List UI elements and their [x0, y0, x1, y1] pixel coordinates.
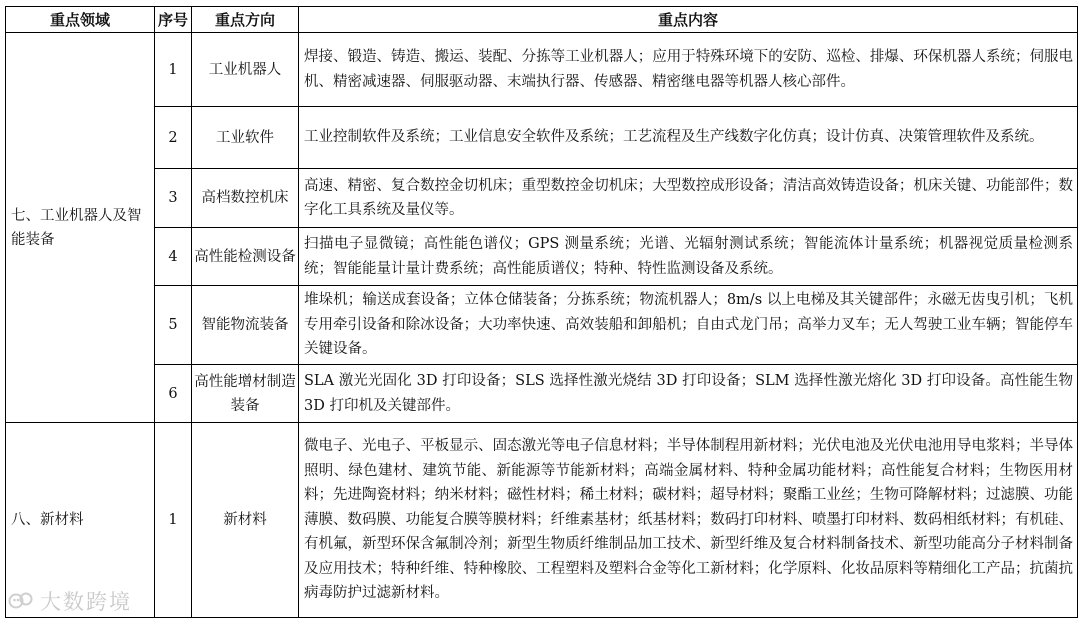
- header-direction: 重点方向: [192, 7, 299, 33]
- table-row: [6, 423, 1078, 618]
- document: [5, 6, 1077, 618]
- key-areas-table: [5, 6, 1078, 618]
- table-row: [6, 107, 1078, 169]
- field-cell-new-materials: 八、新材料: [6, 423, 155, 618]
- row-number: 1: [155, 33, 192, 107]
- bubble-logo-icon: [8, 591, 34, 611]
- row-number: 2: [155, 107, 192, 169]
- direction-cell: 高档数控机床: [192, 169, 299, 228]
- row-number: 4: [155, 228, 192, 286]
- content-cell: SLA 激光光固化 3D 打印设备；SLS 选择性激光烧结 3D 打印设备；SLM 选择性激光熔化 3D 打印设备。高性能生物 3D 打印机及关键部件。: [299, 365, 1078, 423]
- direction-cell: 工业机器人: [192, 33, 299, 107]
- field-cell-industrial-robots: 七、工业机器人及智能装备: [6, 33, 155, 423]
- content-cell: 堆垛机；输送成套设备；立体仓储装备；分拣系统；物流机器人；8m/s 以上电梯及其关键部件；永磁无齿曳引机；飞机专用牵引设备和除冰设备；大功率快速、高效装船和卸船机；自由式龙门吊；高举力叉车；无人驾驶工业车辆；智能停车关键设备。: [299, 286, 1078, 365]
- table-row: [6, 365, 1078, 423]
- direction-cell: 高性能检测设备: [192, 228, 299, 286]
- direction-cell: 工业软件: [192, 107, 299, 169]
- direction-cell: 智能物流装备: [192, 286, 299, 365]
- direction-cell: 新材料: [192, 423, 299, 618]
- row-number: 1: [155, 423, 192, 618]
- content-cell: 微电子、光电子、平板显示、固态激光等电子信息材料；半导体制程用新材料；光伏电池及光伏电池用导电浆料；半导体照明、绿色建材、建筑节能、新能源等节能新材料；高端金属材料、特种金属功能材料；高性能复合材料；生物医用材料；先进陶瓷材料；纳米材料；磁性材料；稀土材料；碳材料；超导材料；聚酯工业丝；生物可降解材料；过滤膜、功能薄膜、数码膜、功能复合膜等膜材料；纤维素基材；纸基材料；数码打印材料、喷墨打印材料、数码相纸材料；有机硅、有机氟，新型环保含氟制冷剂；新型生物质纤维制品加工技术、新型纤维及复合材料制备技术、新型功能高分子材料制备及应用技术；特种纤维、特种橡胶、工程塑料及塑料合金等化工新材料；化学原料、化妆品原料等精细化工产品；抗菌抗病毒防护过滤新材料。: [299, 423, 1078, 618]
- row-number: 5: [155, 286, 192, 365]
- row-number: 3: [155, 169, 192, 228]
- content-cell: 高速、精密、复合数控金切机床；重型数控金切机床；大型数控成形设备；清洁高效铸造设备；机床关键、功能部件；数字化工具系统及量仪等。: [299, 169, 1078, 228]
- content-cell: 焊接、锻造、铸造、搬运、装配、分拣等工业机器人；应用于特殊环境下的安防、巡检、排爆、环保机器人系统；伺服电机、精密减速器、伺服驱动器、末端执行器、传感器、精密继电器等机器人核心部件。: [299, 33, 1078, 107]
- watermark-text: 大数跨境: [40, 590, 132, 614]
- header-content: 重点内容: [299, 7, 1078, 33]
- header-field: 重点领域: [6, 7, 155, 33]
- header-number: 序号: [155, 7, 192, 33]
- table-header-row: [6, 7, 1078, 33]
- content-cell: 工业控制软件及系统；工业信息安全软件及系统；工艺流程及生产线数字化仿真；设计仿真、决策管理软件及系统。: [299, 107, 1078, 169]
- table-row: [6, 228, 1078, 286]
- watermark: [8, 586, 132, 616]
- row-number: 6: [155, 365, 192, 423]
- table-row: [6, 286, 1078, 365]
- table-row: [6, 169, 1078, 228]
- content-cell: 扫描电子显微镜；高性能色谱仪；GPS 测量系统；光谱、光辐射测试系统；智能流体计量系统；机器视觉质量检测系统；智能能量计量计费系统；高性能质谱仪；特种、特性监测设备及系统。: [299, 228, 1078, 286]
- table-row: [6, 33, 1078, 107]
- direction-cell: 高性能增材制造装备: [192, 365, 299, 423]
